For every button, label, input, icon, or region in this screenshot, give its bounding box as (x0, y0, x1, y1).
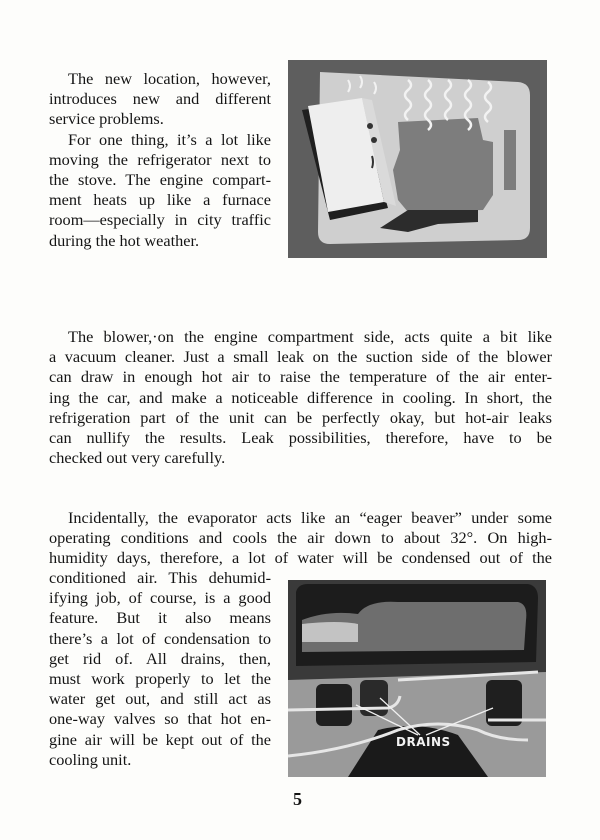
evaporator-drains-photo (288, 580, 546, 777)
text-line: checked out very carefully. (49, 448, 226, 468)
text-line: ifying job, of course, is a good (49, 588, 271, 608)
text-line: ing the car, and make a noticeable difference in cooling. In short, the (49, 387, 552, 407)
text-line: refrigeration part of the unit can be perfectly okay, but hot-air leaks (49, 407, 552, 427)
text-line: room—especially in city traffic (49, 210, 271, 230)
text-line: moving the refrigerator next to (49, 149, 271, 169)
text-line: one-way valves so that hot en- (49, 709, 271, 729)
text-line: a vacuum cleaner. Just a small leak on the suction side of the blower (49, 347, 552, 367)
text-line: For one thing, it’s a lot like (68, 129, 271, 149)
text-line: feature. But it also means (49, 608, 271, 628)
text-line: conditioned air. This dehumid- (49, 568, 271, 587)
text-line: get rid of. All drains, then, (49, 648, 271, 668)
text-line: can draw in enough hot air to raise the temperature of the air enter- (49, 367, 552, 387)
text-line: gine air will be kept out of the (49, 729, 271, 749)
text-line: must work properly to let the (49, 669, 271, 689)
text-line: The new location, however, (68, 69, 271, 88)
blower-paragraph (49, 327, 552, 468)
intro-paragraph (49, 69, 271, 251)
text-line: cooling unit. (49, 749, 132, 769)
illustration-art (288, 60, 547, 258)
text-line: humidity days, therefore, a lot of water will be condensed out of the (49, 548, 552, 568)
evaporator-paragraph-continued (49, 568, 271, 770)
text-line: water get out, and still act as (49, 689, 271, 709)
text-line: during the hot weather. (49, 230, 200, 250)
text-line: the stove. The engine compart- (49, 170, 271, 190)
text-line: operating conditions and cools the air down to about 32°. On high- (49, 528, 552, 548)
text-line: Incidentally, the evaporator acts like an “eager beaver” under some (68, 508, 552, 527)
text-line: there’s a lot of condensation to (49, 628, 271, 648)
drains-label: DRAINS (396, 735, 451, 749)
text-line: introduces new and different (49, 89, 271, 109)
page-number: 5 (293, 789, 302, 809)
refrigerator-engine-illustration (288, 60, 547, 258)
evaporator-paragraph (49, 508, 552, 569)
text-line: can nullify the results. Leak possibilities, therefore, have to be (49, 428, 552, 448)
text-line: The blower,·on the engine compartment side, acts quite a bit like (68, 327, 552, 346)
text-line: ment heats up like a furnace (49, 190, 271, 210)
text-line: service problems. (49, 109, 164, 129)
